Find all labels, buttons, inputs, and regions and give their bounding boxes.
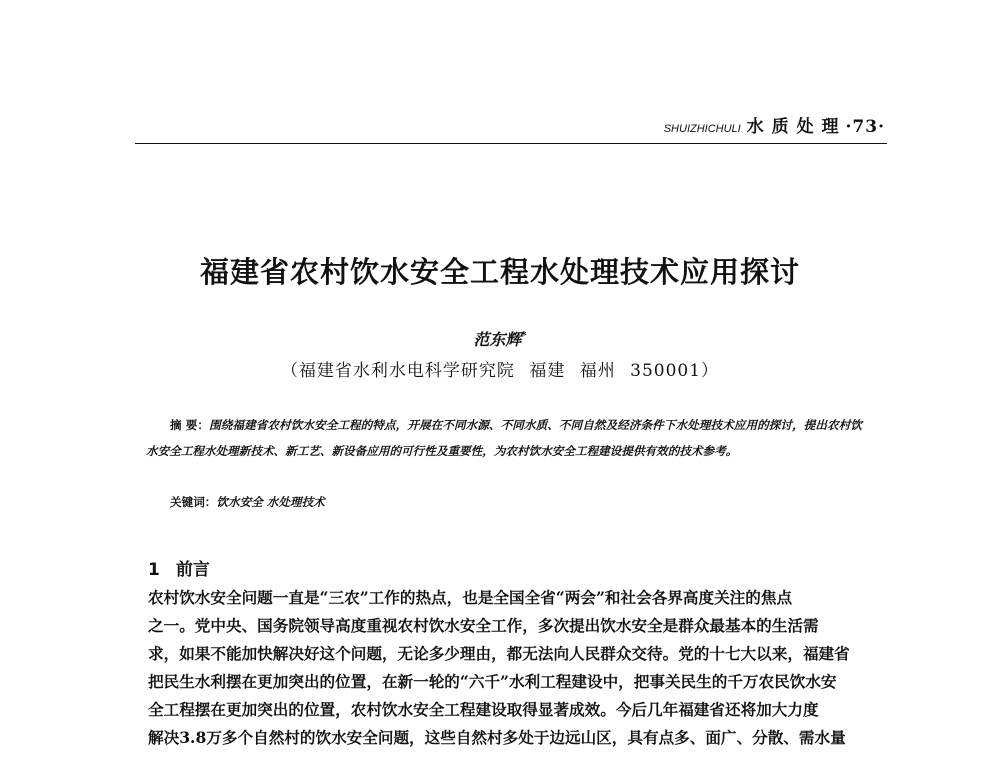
journal-name: 水 质 处 理 <box>746 117 840 137</box>
author-footnote-mark: * <box>521 330 527 342</box>
body-line: 全工程摆在更加突出的位置，农村饮水安全工程建设取得显著成效。今后几年福建省还将加大力度 <box>148 700 819 719</box>
keywords <box>170 494 325 510</box>
abstract-label: 摘 要： <box>170 418 210 432</box>
affiliation: （福建省水利水电科学研究院 福建 福州 350001） <box>280 361 720 381</box>
abstract-text: 围绕福建省农村饮水安全工程的特点，开展在不同水源、不同水质、不同自然及经济条件下水处理技术应用的探讨，提出农村饮水安全工程水处理新技术、新工艺、新设备应用的可行性及重要性，为农村饮水安全工程建设提供有效的技术参考。 <box>146 418 862 458</box>
section-title: 前言 <box>175 560 210 580</box>
author-line <box>0 327 1000 350</box>
section-number: 1 <box>148 560 160 580</box>
author-name: 范东辉 <box>473 330 522 349</box>
abstract <box>146 412 862 464</box>
paper-title: 福建省农村饮水安全工程水处理技术应用探讨 <box>199 255 800 289</box>
body-line: 农村饮水安全问题一直是“三农”工作的热点，也是全国全省“两会”和社会各界高度关注的焦点 <box>148 588 793 607</box>
header-rule <box>135 143 887 144</box>
section-heading <box>148 555 210 580</box>
running-head <box>664 112 885 137</box>
keywords-label: 关键词： <box>170 495 217 509</box>
body-line: 解决3.8万多个自然村的饮水安全问题，这些自然村多处于边远山区，具有点多、面广、分散、需水量 <box>148 728 846 747</box>
body-line: 之一。党中央、国务院领导高度重视农村饮水安全工作，多次提出饮水安全是群众最基本的生活需 <box>148 616 819 635</box>
page-number: ·73· <box>845 117 885 137</box>
body-line: 求，如果不能加快解决好这个问题，无论多少理由，都无法向人民群众交待。党的十七大以来，福建省 <box>148 644 850 663</box>
body-paragraph <box>148 584 893 752</box>
keywords-text: 饮水安全 水处理技术 <box>216 495 325 509</box>
journal-latin-name: SHUIZHICHULI <box>663 123 741 135</box>
body-line: 把民生水利摆在更加突出的位置，在新一轮的“六千”水利工程建设中，把事关民生的千万农民饮水安 <box>148 672 837 691</box>
